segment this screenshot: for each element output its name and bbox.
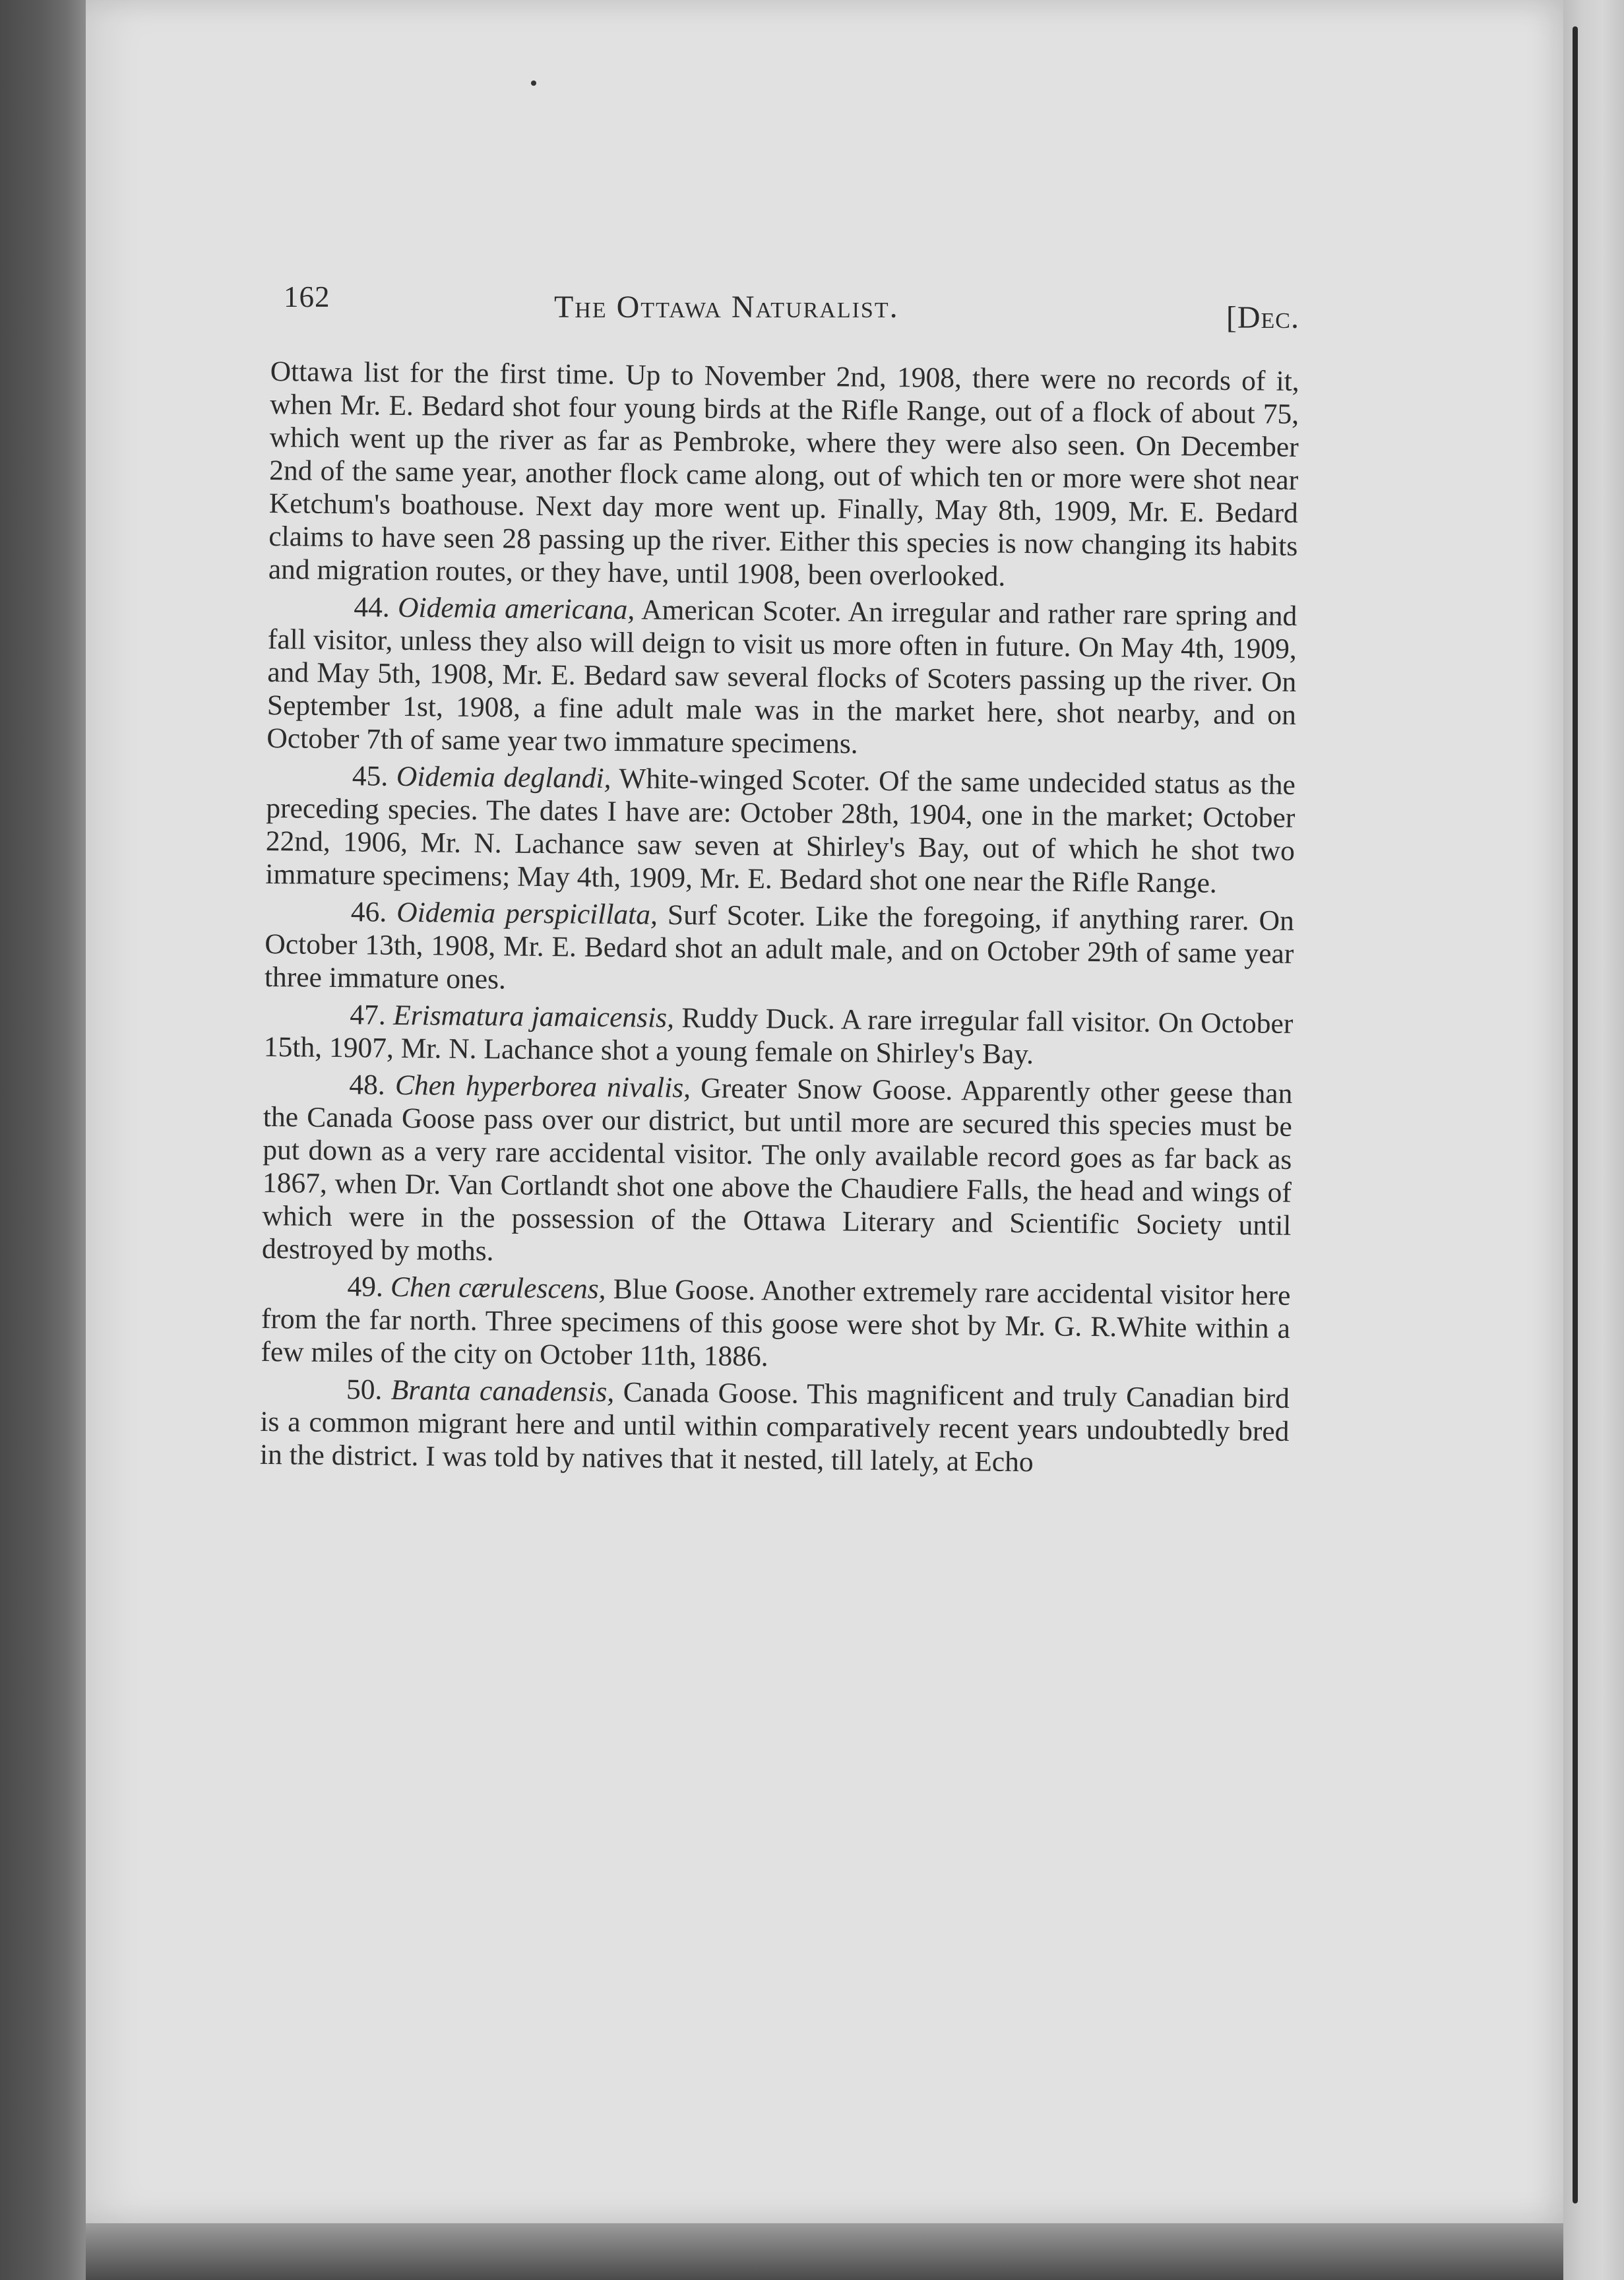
species-entry-50 [260,1372,1290,1481]
entry-number: 48. [349,1069,385,1101]
species-name: Chen hyperborea nivalis, [394,1069,691,1104]
species-entry-45 [265,759,1296,901]
paragraph-text: Ottawa list for the first time. Up to November 2nd, 1908, there were no records of it, when Mr. E. Bedard shot four young birds at the Rifle Range, out of a flock of about 75, which went up the river as far as Pembroke, where they were also seen. On December 2nd of the same year, another flock came along, out of which ten or more were shot near Ketchum's boathouse. Next day more went up. Finally, May 8th, 1909, Mr. E. Bedard claims to have seen 28 passing up the river. Either this species is now changing its habits and migration routes, or they have, until 1908, been overlooked. [268,355,1299,592]
entry-text: Surf Scoter. Like the foregoing, if anything rarer. On October 13th, 1908, Mr. E. Bedard shot an adult male, and on October 29th of same year three immature ones. [264,899,1295,996]
page-gutter-line [1573,26,1578,2203]
entry-text: American Scoter. An irregular and rather rare spring and fall visitor, unless they also will deign to visit us more often in future. On May 4th, 1909, and May 5th, 1908, Mr. E. Bedard saw several flocks of Scoters passing up the river. On September 1st, 1908, a fine adult male was in the market here, shot nearby, and on October 7th of same year two immature specimens. [266,594,1297,760]
entry-text: Greater Snow Goose. Apparently other geese than the Canada Goose pass over our district, but until more are secured this species must be put down as a very rare accidental visitor. The only available record goes as far back as 1867, when Dr. Van Cortlandt shot one above the Chaudiere Falls, the head and wings of which were in the possession of the Ottawa Literary and Scientific Society until destroyed by moths. [261,1072,1293,1267]
species-name: Oidemia perspicillata, [396,896,658,931]
species-entry-49 [261,1269,1290,1378]
species-name: Erismatura jamaicensis, [392,999,675,1034]
entry-text: Canada Goose. This magnificent and truly Canadian bird is a common migrant here and until within comparatively recent years undoubtedly bred in the district. I was told by natives that it nested, till lately, at Echo [259,1376,1290,1478]
entry-text: White-winged Scoter. Of the same undecided status as the preceding species. The dates I have are: October 28th, 1904, one in the market; October 22nd, 1906, Mr. N. Lachance saw seven at Shirley's Bay, out of which he shot two immature specimens; May 4th, 1909, Mr. E. Bedard shot one near the Rifle Range. [265,763,1296,899]
entry-number: 49. [347,1271,384,1303]
entry-number: 44. [354,591,390,623]
species-name: Oidemia americana, [397,591,635,626]
body-text [260,355,1299,1485]
species-name: Oidemia deglandi, [396,760,611,794]
running-head [284,276,1299,335]
entry-number: 46. [350,896,387,928]
issue-month: [Dec. [1226,300,1299,335]
entry-number: 50. [346,1374,383,1406]
species-entry-44 [266,590,1297,765]
species-entry-47 [264,998,1294,1073]
entry-text: Ruddy Duck. A rare irregular fall visitor. On October 15th, 1907, Mr. N. Lachance shot a young female on Shirley's Bay. [263,1002,1294,1071]
species-name: Chen cærulescens, [390,1271,606,1305]
entry-number: 47. [350,999,387,1031]
entry-number: 45. [352,760,389,792]
bottom-shadow [86,2223,1563,2280]
page-number: 162 [284,280,330,313]
journal-title: The Ottawa Naturalist. [554,290,899,325]
species-entry-48 [262,1067,1293,1275]
entry-text: Blue Goose. Another extremely rare accidental visitor here from the far north. Three specimens of this goose were shot by Mr. G. R.White within a few miles of the city on October 11th, 1886. [261,1273,1291,1373]
species-entry-46 [265,895,1294,1003]
ink-speck [531,80,536,86]
species-name: Branta canadensis, [390,1374,615,1409]
paragraph-continuation [268,355,1299,596]
